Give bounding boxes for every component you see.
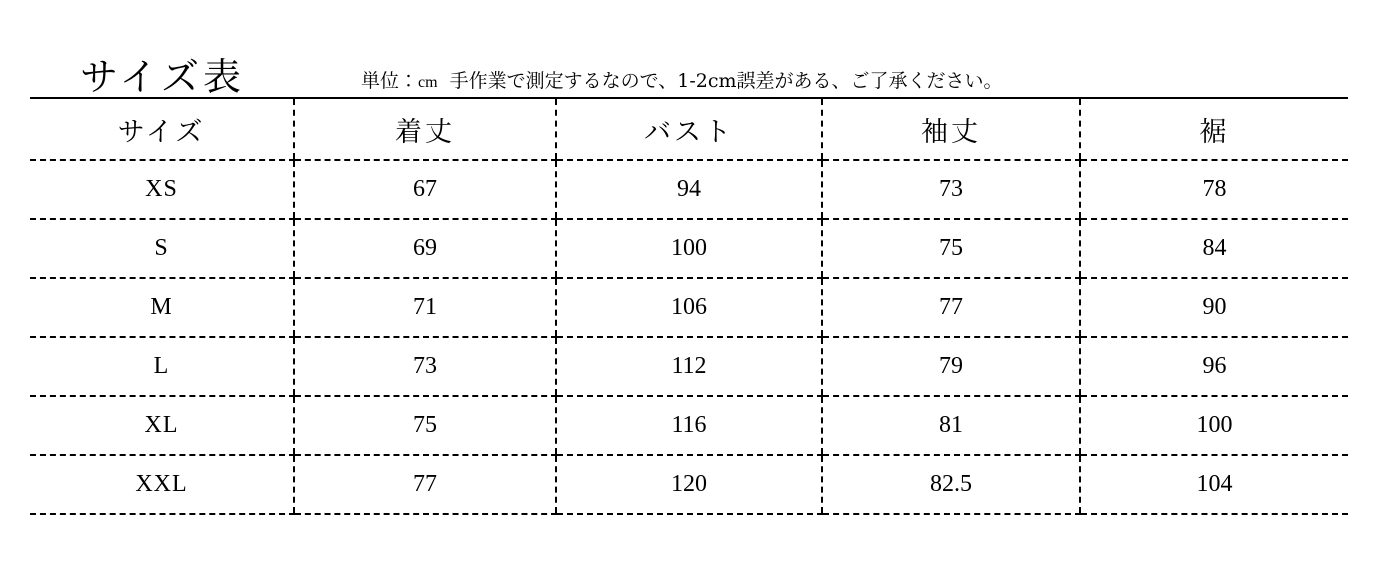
cell-sleeve: 73: [822, 160, 1080, 219]
measurement-note: [361, 72, 1003, 91]
cell-length: 69: [294, 219, 556, 278]
cell-hem: 96: [1080, 337, 1348, 396]
cell-bust: 120: [556, 455, 822, 514]
measurement-disclaimer: 手作業で測定するなので、1-2cm誤差がある、ご了承ください。: [449, 70, 1003, 92]
cell-length: 77: [294, 455, 556, 514]
cell-sleeve: 82.5: [822, 455, 1080, 514]
cell-hem: 104: [1080, 455, 1348, 514]
cell-size: L: [30, 337, 294, 396]
cell-length: 71: [294, 278, 556, 337]
size-table: [30, 97, 1348, 515]
cell-hem: 78: [1080, 160, 1348, 219]
column-header-bust: バスト: [556, 98, 822, 160]
table-row: [30, 396, 1348, 455]
cell-bust: 112: [556, 337, 822, 396]
column-header-hem: 裾: [1080, 98, 1348, 160]
cell-length: 75: [294, 396, 556, 455]
cell-hem: 84: [1080, 219, 1348, 278]
cell-sleeve: 77: [822, 278, 1080, 337]
column-header-sleeve: 袖丈: [822, 98, 1080, 160]
cell-size: M: [30, 278, 294, 337]
page-title: サイズ表: [80, 55, 245, 99]
cell-sleeve: 75: [822, 219, 1080, 278]
cell-bust: 106: [556, 278, 822, 337]
unit-value: cm: [417, 74, 438, 91]
column-header-size: サイズ: [30, 98, 294, 160]
cell-bust: 116: [556, 396, 822, 455]
table-header: [30, 98, 1348, 160]
cell-size: XS: [30, 160, 294, 219]
table-row: [30, 160, 1348, 219]
table-header-row: [30, 98, 1348, 160]
table-row: [30, 337, 1348, 396]
cell-sleeve: 79: [822, 337, 1080, 396]
table-row: [30, 278, 1348, 337]
column-header-length: 着丈: [294, 98, 556, 160]
cell-hem: 90: [1080, 278, 1348, 337]
table-row: [30, 455, 1348, 514]
cell-size: XXL: [30, 455, 294, 514]
header: [0, 34, 1378, 99]
cell-bust: 94: [556, 160, 822, 219]
cell-size: S: [30, 219, 294, 278]
unit-label: 単位：: [360, 70, 418, 92]
cell-length: 67: [294, 160, 556, 219]
cell-bust: 100: [556, 219, 822, 278]
cell-hem: 100: [1080, 396, 1348, 455]
table-row: [30, 219, 1348, 278]
cell-sleeve: 81: [822, 396, 1080, 455]
cell-length: 73: [294, 337, 556, 396]
cell-size: XL: [30, 396, 294, 455]
table-body: [30, 160, 1348, 514]
